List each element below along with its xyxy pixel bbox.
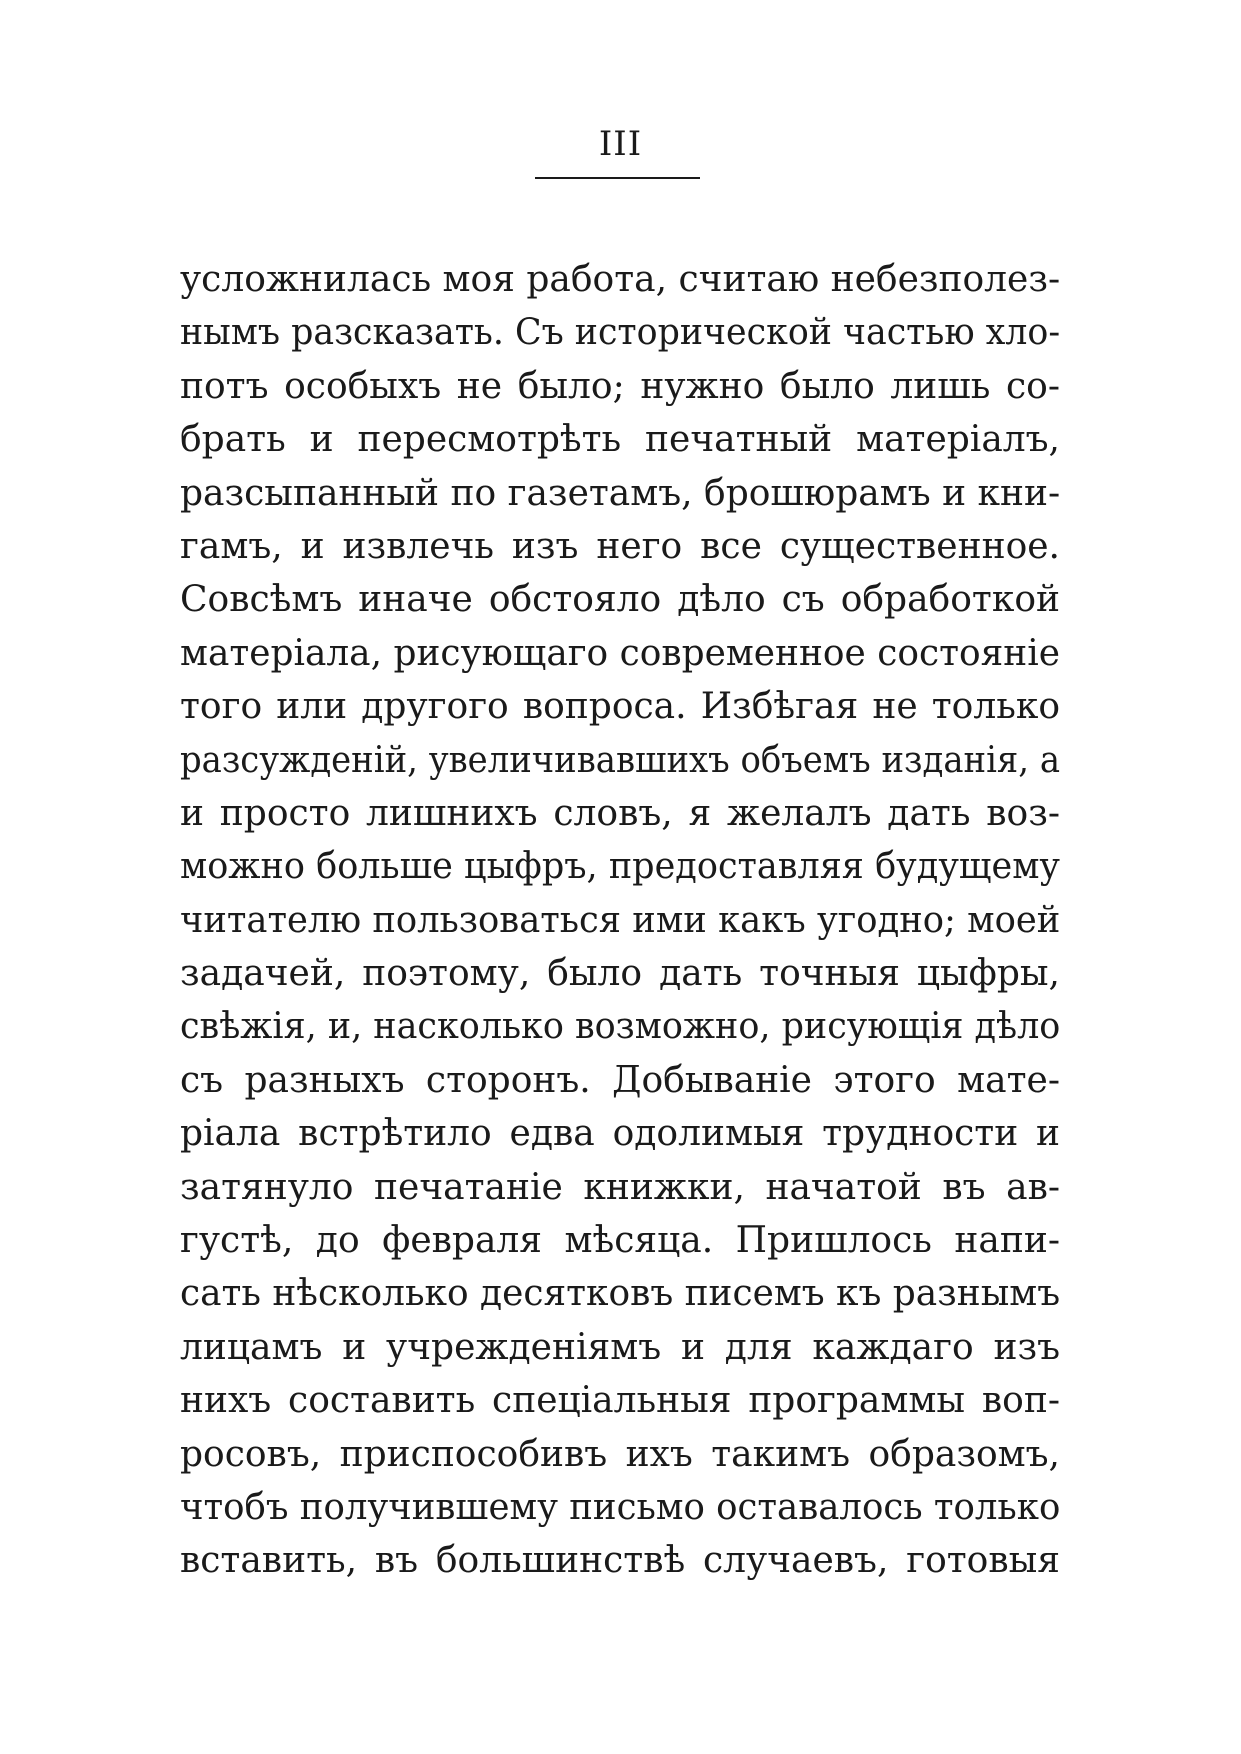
text-line: росовъ, приспособивъ ихъ такимъ образомъ,: [180, 1433, 1060, 1475]
text-line: съ разныхъ сторонъ. Добываніе этого мате-: [180, 1059, 1060, 1101]
text-line: можно больше цыфръ, предоставляя будущему: [180, 846, 1061, 888]
text-line: свѣжія, и, насколько возможно, рисующія дѣло: [180, 1006, 1061, 1048]
text-line: нымъ разсказать. Съ исторической частью хло-: [180, 312, 1061, 354]
text-line: задачей, поэтому, было дать точныя цыфры,: [180, 953, 1060, 995]
text-line: того или другого вопроса. Избѣгая не только: [180, 686, 1060, 728]
text-line: разсыпанный по газетамъ, брошюрамъ и кни-: [180, 472, 1061, 514]
text-line: гамъ, и извлечь изъ него все существенное.: [180, 525, 1060, 567]
text-line: матеріала, рисующаго современное состояніе: [180, 632, 1060, 674]
text-line: вставить, въ большинствѣ случаевъ, готовыя: [180, 1540, 1060, 1582]
text-line: лицамъ и учрежденіямъ и для каждаго изъ: [180, 1326, 1060, 1368]
text-line: нихъ составить спеціальныя программы воп-: [180, 1380, 1060, 1422]
text-line: Совсѣмъ иначе обстояло дѣло съ обработкой: [180, 579, 1060, 621]
text-line: читателю пользоваться ими какъ угодно; моей: [180, 899, 1061, 941]
header-rule: [535, 177, 700, 179]
text-line: ріала встрѣтило едва одолимыя трудности и: [180, 1113, 1060, 1155]
text-line: затянуло печатаніе книжки, начатой въ ав-: [180, 1166, 1060, 1208]
text-line: разсужденій, увеличивавшихъ объемъ изданія, а: [180, 739, 1061, 781]
text-line: потъ особыхъ не было; нужно было лишь со-: [180, 365, 1060, 407]
text-line: чтобъ получившему письмо оставалось только: [180, 1486, 1061, 1528]
page-number: III: [598, 124, 643, 164]
text-line: густѣ, до февраля мѣсяца. Пришлось напи-: [180, 1220, 1060, 1262]
body-text: [180, 253, 1060, 1588]
text-line: брать и пересмотрѣть печатный матеріалъ,: [180, 419, 1060, 461]
text-line: сать нѣсколько десятковъ писемъ къ разнымъ: [180, 1273, 1061, 1315]
text-line: и просто лишнихъ словъ, я желалъ дать воз-: [180, 792, 1060, 834]
text-line: усложнилась моя работа, считаю небезполез-: [180, 259, 1061, 300]
